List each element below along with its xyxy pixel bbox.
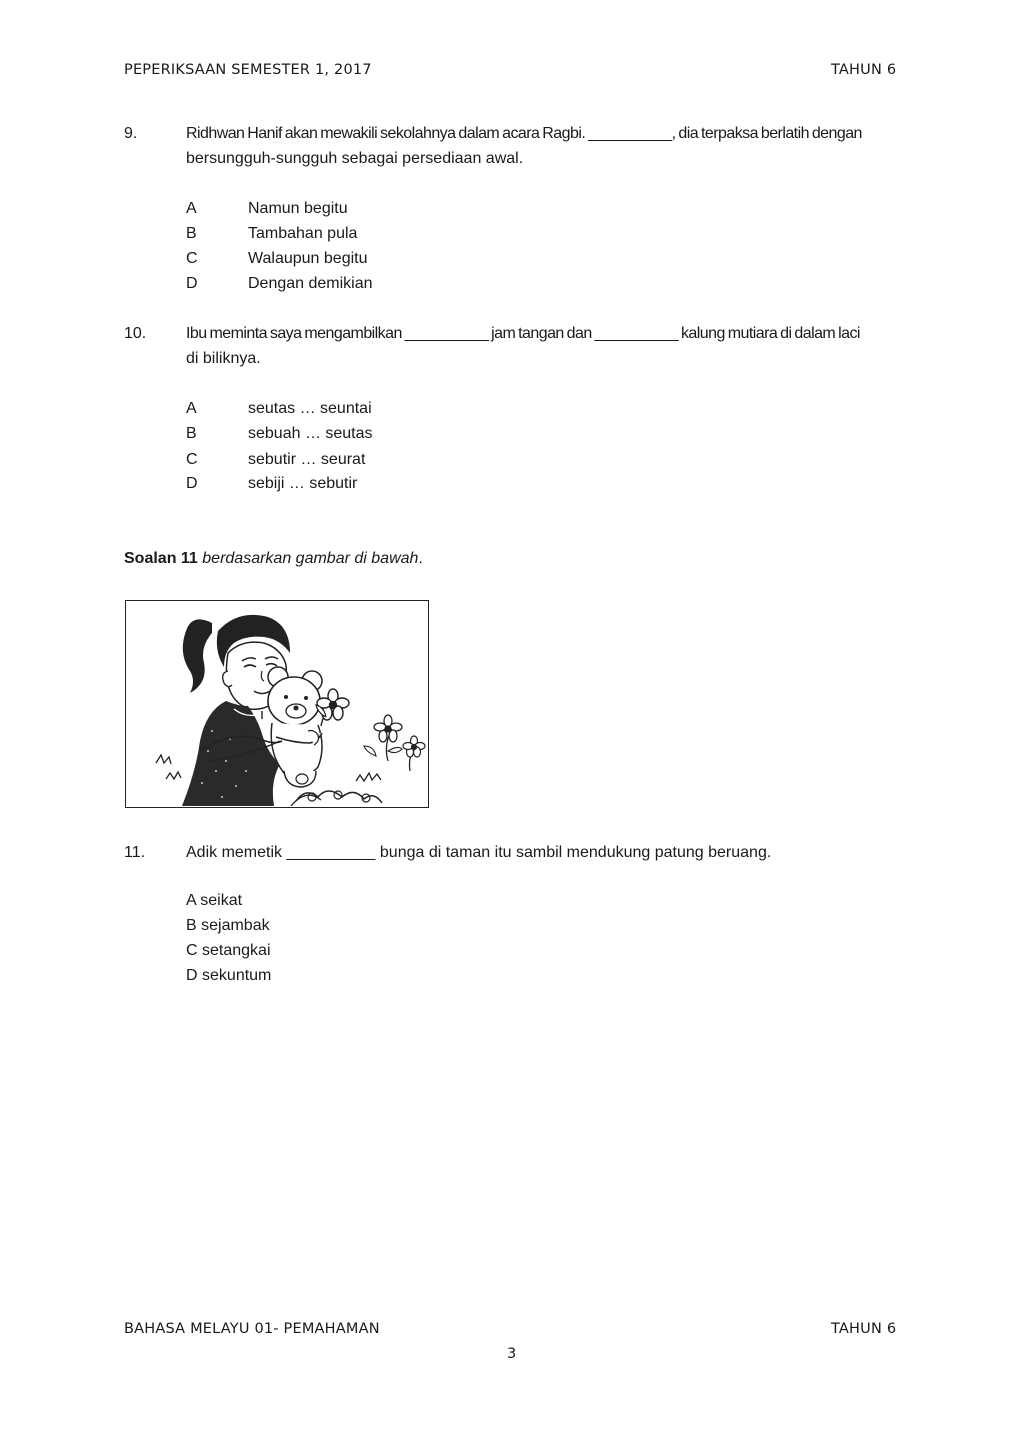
illustration-drawing <box>126 601 427 806</box>
option-letter: C <box>186 250 198 267</box>
option-text: sebiji … sebutir <box>248 475 358 492</box>
question-number: 9. <box>124 125 138 142</box>
option-b <box>186 913 270 938</box>
option-letter: C <box>186 451 198 468</box>
header-title: PEPERIKSAAN SEMESTER 1, 2017 <box>124 62 372 78</box>
option-text: Namun begitu <box>248 200 348 217</box>
question-text-line1: Ridhwan Hanif akan mewakili sekolahnya dalam acara Ragbi. __________, dia terpaksa berlatih dengan <box>186 125 862 142</box>
option-text: sebutir … seurat <box>248 451 366 468</box>
page-number: 3 <box>507 1346 517 1362</box>
option-text: seikat <box>200 892 243 909</box>
question-text-line2: di biliknya. <box>186 350 261 367</box>
option-text: sekuntum <box>202 967 272 984</box>
option-text: Walaupun begitu <box>248 250 368 267</box>
option-letter: C <box>186 942 198 959</box>
option-text: Tambahan pula <box>248 225 358 242</box>
option-letter: B <box>186 425 197 442</box>
stimulus-instruction <box>124 546 423 571</box>
stimulus-period: . <box>418 550 423 567</box>
option-a <box>186 888 242 913</box>
stimulus-label: Soalan 11 <box>124 550 198 567</box>
option-text: sejambak <box>201 917 270 934</box>
option-letter: B <box>186 917 197 934</box>
question-number: 10. <box>124 325 147 342</box>
option-letter: A <box>186 200 197 217</box>
illustration-girl-teddy-flower <box>125 600 429 808</box>
question-number: 11. <box>124 844 146 861</box>
option-c <box>186 938 271 963</box>
option-text: Dengan demikian <box>248 275 373 292</box>
footer-subject: BAHASA MELAYU 01- PEMAHAMAN <box>124 1321 380 1337</box>
option-letter: D <box>186 475 198 492</box>
option-text: sebuah … seutas <box>248 425 373 442</box>
option-d <box>186 963 271 988</box>
header-year: TAHUN 6 <box>831 62 897 78</box>
option-letter: D <box>186 275 198 292</box>
option-text: setangkai <box>202 942 271 959</box>
option-letter: B <box>186 225 197 242</box>
question-text-line1: Adik memetik __________ bunga di taman itu sambil mendukung patung beruang. <box>186 844 772 861</box>
stimulus-text: berdasarkan gambar di bawah <box>202 550 419 567</box>
option-text: seutas … seuntai <box>248 400 372 417</box>
option-letter: D <box>186 967 198 984</box>
option-letter: A <box>186 892 196 909</box>
question-text-line1: Ibu meminta saya mengambilkan __________ jam tangan dan __________ kalung mutiara di dalam laci <box>186 325 860 342</box>
option-letter: A <box>186 400 197 417</box>
footer-year: TAHUN 6 <box>831 1321 897 1337</box>
question-text-line2: bersungguh-sungguh sebagai persediaan awal. <box>186 150 524 167</box>
